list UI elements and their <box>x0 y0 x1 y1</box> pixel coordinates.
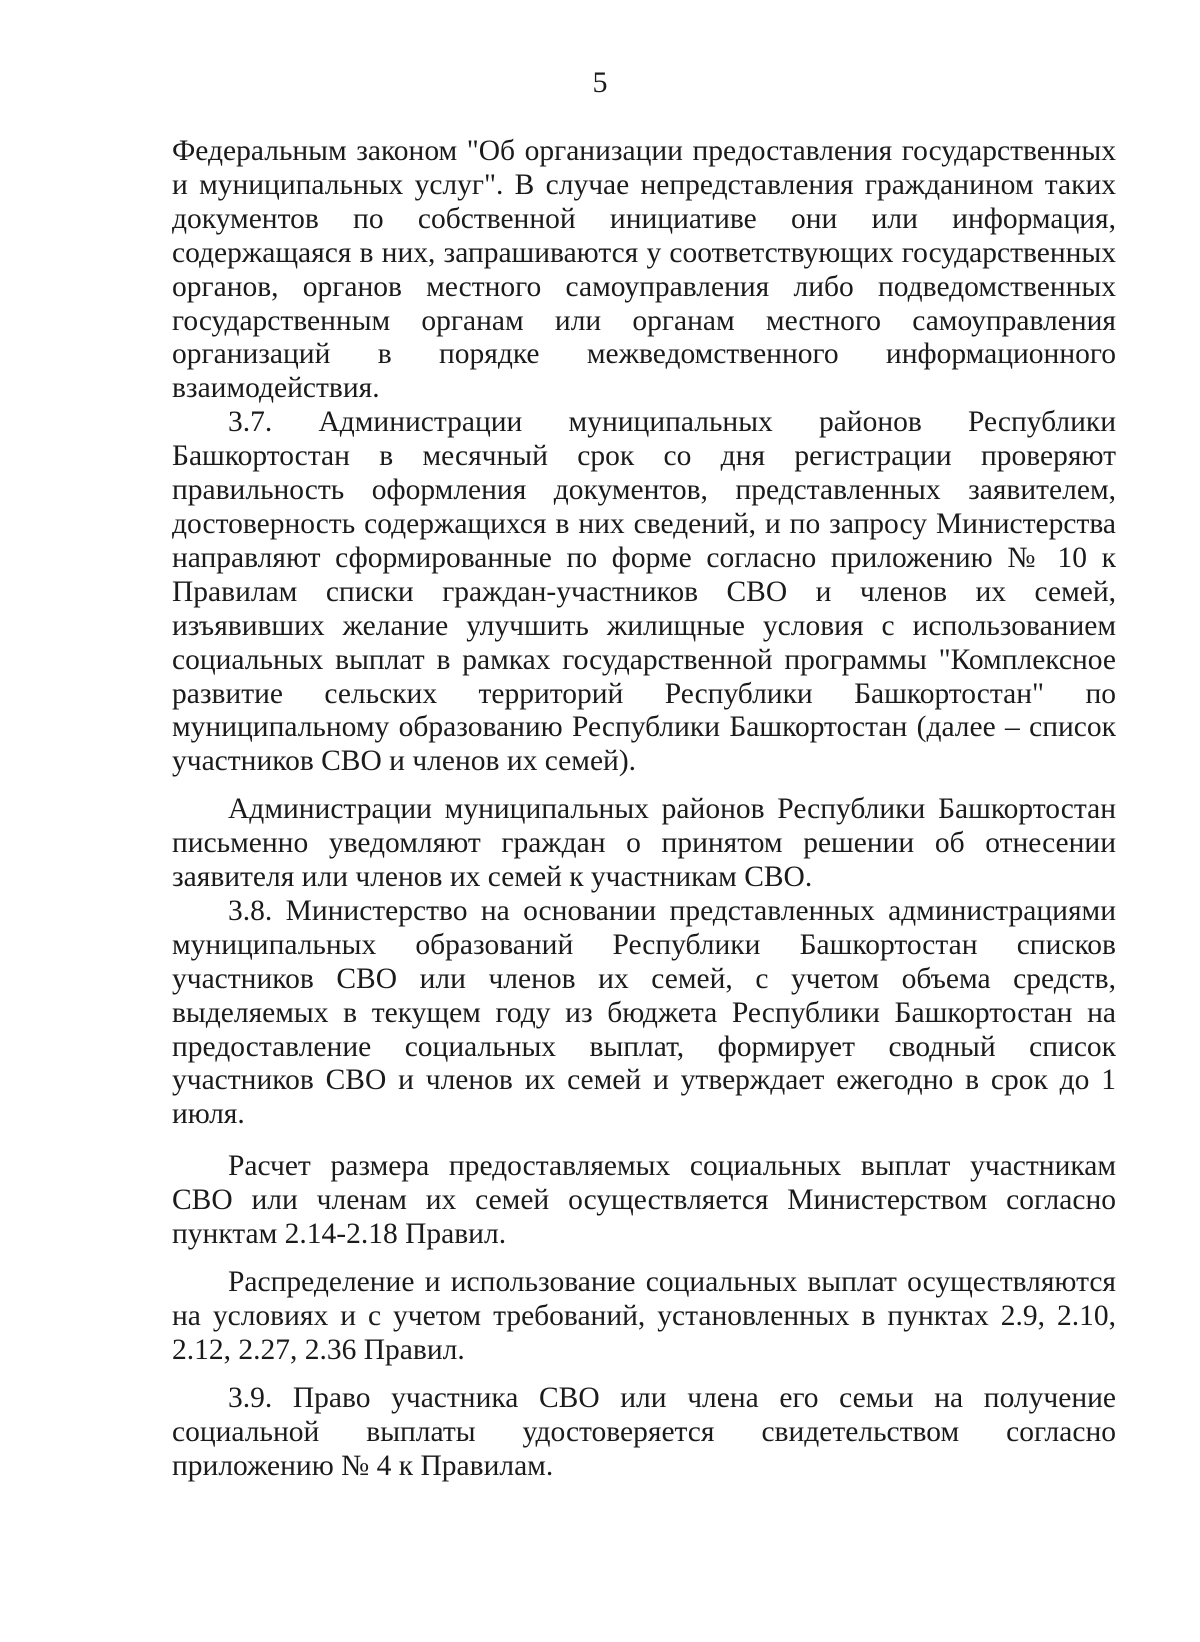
paragraph-3-8: 3.8. Министерство на основании представленных администрациями муниципальных образований Республики Башкортостан списков участников СВО или членов их семей, с учетом объема средств, выделяемых в текущем году из бюджета Республики Башкортостан на предоставление социальных выплат, формирует сводный список участников СВО и членов их семей и утверждает ежегодно в срок до 1 июля. <box>172 894 1116 1131</box>
paragraph-3-9: 3.9. Право участника СВО или члена его семьи на получение социальной выплаты удостоверяется свидетельством согласно приложению № 4 к Правилам. <box>172 1381 1116 1482</box>
paragraph-administrations-notify: Администрации муниципальных районов Республики Башкортостан письменно уведомляют граждан о принятом решении об отнесении заявителя или членов их семей к участникам СВО. <box>172 793 1116 894</box>
page-number: 5 <box>592 66 608 99</box>
paragraph-payment-calculation: Расчет размера предоставляемых социальных выплат участникам СВО или членам их семей осуществляется Министерством согласно пунктам 2.14-2.18 Правил. <box>172 1150 1116 1251</box>
document-body <box>172 135 1116 1483</box>
paragraph-continuation: Федеральным законом "Об организации предоставления государственных и муниципальных услуг". В случае непредставления гражданином таких документов по собственной инициативе они или информация, содержащаяся в них, запрашиваются у соответствующих государственных органов, органов местного самоуправления либо подведомственных государственным органам или органам местного самоуправления организаций в порядке межведомственного информационного взаимодействия. <box>172 135 1116 405</box>
paragraph-3-7: 3.7. Администрации муниципальных районов Республики Башкортостан в месячный срок со дня регистрации проверяют правильность оформления документов, представленных заявителем, достоверность содержащихся в них сведений, и по запросу Министерства направляют сформированные по форме согласно приложению № 10 к Правилам списки граждан-участников СВО и членов их семей, изъявивших желание улучшить жилищные условия с использованием социальных выплат в рамках государственной программы "Комплексное развитие сельских территорий Республики Башкортостан" по муниципальному образованию Республики Башкортостан (далее – список участников СВО и членов их семей). <box>172 406 1116 778</box>
paragraph-payment-distribution: Распределение и использование социальных выплат осуществляются на условиях и с учетом требований, установленных в пунктах 2.9, 2.10, 2.12, 2.27, 2.36 Правил. <box>172 1266 1116 1366</box>
